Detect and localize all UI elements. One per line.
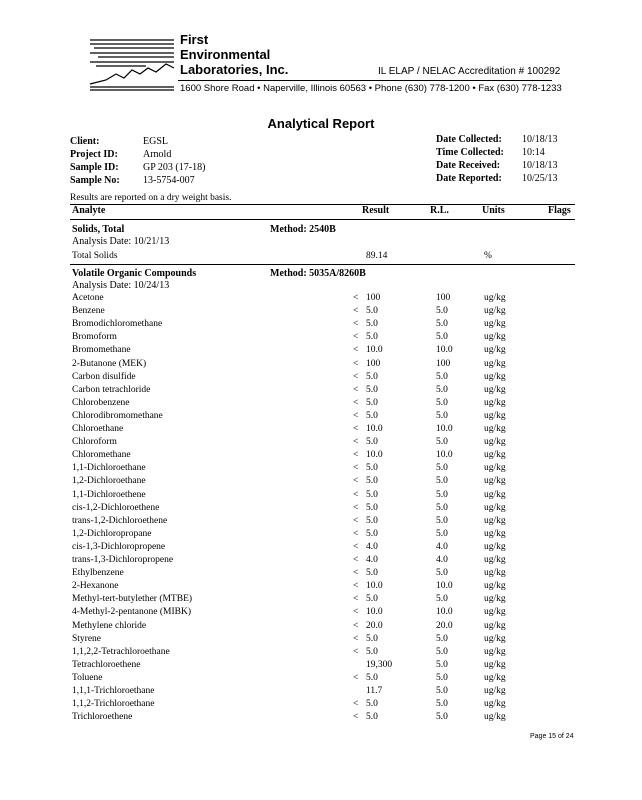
analyte-cell: Methylene chloride xyxy=(72,620,147,631)
table-row xyxy=(70,555,575,568)
result-cell: 10.0 xyxy=(366,345,383,356)
result-cell: 5.0 xyxy=(366,319,378,330)
rl-cell: 5.0 xyxy=(436,463,448,474)
client-value: EGSL xyxy=(143,136,168,147)
qualifier-cell: < xyxy=(353,699,359,710)
project-value: Arnold xyxy=(143,149,172,160)
table-row xyxy=(70,332,575,345)
table-row xyxy=(70,372,575,385)
result-cell: 11.7 xyxy=(366,686,383,696)
header-bottom-rule xyxy=(70,219,575,220)
analyte-cell: Toluene xyxy=(72,672,103,683)
table-row xyxy=(70,385,575,398)
date-info xyxy=(436,133,558,185)
result-cell: 5.0 xyxy=(366,633,378,644)
units-cell: ug/kg xyxy=(484,594,506,605)
qualifier-cell: < xyxy=(353,371,359,382)
units-cell: ug/kg xyxy=(484,397,506,408)
analyte-cell: 2-Butanone (MEK) xyxy=(72,358,147,369)
table-row xyxy=(70,251,575,264)
qualifier-cell: < xyxy=(353,293,359,303)
units-cell: ug/kg xyxy=(484,672,506,683)
units-cell: ug/kg xyxy=(484,489,506,500)
qualifier-cell: < xyxy=(353,384,359,395)
result-cell: 5.0 xyxy=(366,712,378,723)
result-cell: 5.0 xyxy=(366,502,378,513)
result-cell: 4.0 xyxy=(366,555,378,565)
analyte-cell: 1,1,2-Trichloroethane xyxy=(72,699,155,710)
date-reported-label: Date Reported: xyxy=(436,173,502,184)
analyte-cell: 1,1,2,2-Tetrachloroethane xyxy=(72,646,170,657)
qualifier-cell: < xyxy=(353,489,359,500)
result-cell: 10.0 xyxy=(366,450,383,461)
rl-cell: 100 xyxy=(436,358,451,369)
rl-cell: 5.0 xyxy=(436,410,448,421)
rl-cell: 5.0 xyxy=(436,699,448,710)
units-cell: ug/kg xyxy=(484,332,506,343)
result-cell: 89.14 xyxy=(366,251,388,261)
rl-cell: 5.0 xyxy=(436,397,448,408)
analyte-cell: Bromoform xyxy=(72,332,117,343)
col-analyte: Analyte xyxy=(72,205,106,216)
result-cell: 10.0 xyxy=(366,607,383,618)
rl-cell: 5.0 xyxy=(436,712,448,723)
rl-cell: 10.0 xyxy=(436,424,453,434)
page-number: Page 15 of 24 xyxy=(530,733,574,740)
qualifier-cell: < xyxy=(353,358,359,369)
rl-cell: 5.0 xyxy=(436,633,448,644)
table-row xyxy=(70,450,575,463)
units-cell: ug/kg xyxy=(484,345,506,356)
analyte-cell: Total Solids xyxy=(72,251,118,261)
company-name-line1: First xyxy=(180,32,209,47)
units-cell: ug/kg xyxy=(484,541,506,552)
analyte-cell: Acetone xyxy=(72,293,104,303)
analyte-cell: Chloromethane xyxy=(72,450,131,461)
result-cell: 5.0 xyxy=(366,371,378,382)
analyte-cell: Chloroform xyxy=(72,437,117,448)
result-cell: 5.0 xyxy=(366,476,378,487)
qualifier-cell: < xyxy=(353,424,359,434)
date-received-value: 10/18/13 xyxy=(522,160,558,171)
units-cell: ug/kg xyxy=(484,319,506,330)
rl-cell: 5.0 xyxy=(436,594,448,605)
rl-cell: 5.0 xyxy=(436,319,448,330)
company-name-line3: Laboratories, Inc. xyxy=(180,62,289,77)
solids-method: Method: 2540B xyxy=(270,224,336,235)
units-cell: ug/kg xyxy=(484,712,506,723)
rl-cell: 4.0 xyxy=(436,541,448,552)
table-row xyxy=(70,712,575,725)
units-cell: ug/kg xyxy=(484,659,506,670)
qualifier-cell: < xyxy=(353,515,359,526)
table-row xyxy=(70,673,575,686)
table-row xyxy=(70,293,575,306)
result-cell: 19,300 xyxy=(366,659,393,670)
table-row xyxy=(70,660,575,673)
result-cell: 10.0 xyxy=(366,581,383,592)
units-cell: ug/kg xyxy=(484,699,506,710)
qualifier-cell: < xyxy=(353,633,359,644)
project-row xyxy=(70,148,205,161)
page-title: Analytical Report xyxy=(267,116,375,131)
result-cell: 5.0 xyxy=(366,568,378,579)
rl-cell: 100 xyxy=(436,293,451,303)
rl-cell: 10.0 xyxy=(436,450,453,461)
qualifier-cell: < xyxy=(353,332,359,343)
voc-method: Method: 5035A/8260B xyxy=(270,268,366,279)
sample-id-row xyxy=(70,161,205,174)
sample-no-row xyxy=(70,174,205,187)
analyte-cell: 1,2-Dichloropropane xyxy=(72,528,152,539)
rl-cell: 5.0 xyxy=(436,384,448,395)
analyte-cell: Chlorodibromomethane xyxy=(72,410,163,421)
col-rl: R.L. xyxy=(430,205,449,216)
result-cell: 5.0 xyxy=(366,528,378,539)
qualifier-cell: < xyxy=(353,712,359,723)
units-cell: ug/kg xyxy=(484,555,506,565)
result-cell: 5.0 xyxy=(366,515,378,526)
table-row xyxy=(70,398,575,411)
rl-cell: 5.0 xyxy=(436,306,448,317)
rl-cell: 10.0 xyxy=(436,607,453,618)
client-info xyxy=(70,135,205,187)
qualifier-cell: < xyxy=(353,345,359,356)
rl-cell: 5.0 xyxy=(436,659,448,670)
analyte-cell: 2-Hexanone xyxy=(72,581,119,592)
qualifier-cell: < xyxy=(353,306,359,317)
result-cell: 4.0 xyxy=(366,541,378,552)
analyte-cell: Benzene xyxy=(72,306,105,317)
units-cell: ug/kg xyxy=(484,410,506,421)
table-row xyxy=(70,621,575,634)
table-row xyxy=(70,476,575,489)
table-row xyxy=(70,319,575,332)
table-row xyxy=(70,647,575,660)
qualifier-cell: < xyxy=(353,607,359,618)
units-cell: ug/kg xyxy=(484,463,506,474)
table-row xyxy=(70,306,575,319)
voc-section-title: Volatile Organic Compounds xyxy=(72,268,197,279)
units-cell: ug/kg xyxy=(484,293,506,303)
table-row xyxy=(70,542,575,555)
qualifier-cell: < xyxy=(353,581,359,592)
units-cell: ug/kg xyxy=(484,371,506,382)
units-cell: ug/kg xyxy=(484,607,506,618)
qualifier-cell: < xyxy=(353,620,359,631)
result-cell: 20.0 xyxy=(366,620,383,631)
analyte-cell: cis-1,2-Dichloroethene xyxy=(72,502,160,513)
rl-cell: 5.0 xyxy=(436,489,448,500)
dry-weight-note: Results are reported on a dry weight basis. xyxy=(70,193,232,203)
rl-cell: 5.0 xyxy=(436,502,448,513)
analyte-cell: Carbon disulfide xyxy=(72,371,136,382)
qualifier-cell: < xyxy=(353,463,359,474)
sample-no-label: Sample No: xyxy=(70,175,120,186)
units-cell: ug/kg xyxy=(484,424,506,434)
result-cell: 5.0 xyxy=(366,699,378,710)
rl-cell: 10.0 xyxy=(436,581,453,592)
rl-cell: 5.0 xyxy=(436,646,448,657)
units-cell: ug/kg xyxy=(484,581,506,592)
result-cell: 100 xyxy=(366,293,381,303)
qualifier-cell: < xyxy=(353,450,359,461)
analyte-cell: Trichloroethene xyxy=(72,712,133,723)
result-cell: 5.0 xyxy=(366,410,378,421)
analyte-cell: Ethylbenzene xyxy=(72,568,124,579)
company-name-line2: Environmental xyxy=(180,47,271,62)
units-cell: ug/kg xyxy=(484,384,506,395)
qualifier-cell: < xyxy=(353,437,359,448)
rl-cell: 5.0 xyxy=(436,686,448,696)
qualifier-cell: < xyxy=(353,555,359,565)
qualifier-cell: < xyxy=(353,476,359,487)
rl-cell: 5.0 xyxy=(436,371,448,382)
sample-id-label: Sample ID: xyxy=(70,162,119,173)
table-row xyxy=(70,516,575,529)
table-row xyxy=(70,359,575,372)
analyte-cell: cis-1,3-Dichloropropene xyxy=(72,541,166,552)
analyte-cell: 1,1,1-Trichloroethane xyxy=(72,686,155,696)
analyte-cell: Chlorobenzene xyxy=(72,397,130,408)
rl-cell: 5.0 xyxy=(436,476,448,487)
time-collected-value: 10:14 xyxy=(522,147,545,158)
company-logo-icon xyxy=(86,34,178,92)
result-cell: 5.0 xyxy=(366,463,378,474)
analyte-cell: 4-Methyl-2-pentanone (MIBK) xyxy=(72,607,191,618)
table-row xyxy=(70,594,575,607)
result-cell: 10.0 xyxy=(366,424,383,434)
client-label: Client: xyxy=(70,136,100,147)
analyte-cell: trans-1,2-Dichloroethene xyxy=(72,515,168,526)
time-collected-row xyxy=(436,146,558,159)
date-collected-value: 10/18/13 xyxy=(522,134,558,145)
lab-address: 1600 Shore Road • Naperville, Illinois 60563 • Phone (630) 778-1200 • Fax (630) 778-1233 xyxy=(180,83,562,94)
result-cell: 5.0 xyxy=(366,306,378,317)
units-cell: ug/kg xyxy=(484,686,506,696)
table-row xyxy=(70,529,575,542)
result-cell: 5.0 xyxy=(366,489,378,500)
table-row xyxy=(70,581,575,594)
result-cell: 5.0 xyxy=(366,672,378,683)
qualifier-cell: < xyxy=(353,528,359,539)
table-row xyxy=(70,424,575,437)
rl-cell: 5.0 xyxy=(436,515,448,526)
rl-cell: 5.0 xyxy=(436,332,448,343)
result-cell: 5.0 xyxy=(366,594,378,605)
analyte-cell: Chloroethane xyxy=(72,424,124,434)
date-received-row xyxy=(436,159,558,172)
date-collected-row xyxy=(436,133,558,146)
table-row xyxy=(70,345,575,358)
time-collected-label: Time Collected: xyxy=(436,147,504,158)
sample-no-value: 13-5754-007 xyxy=(143,175,195,186)
result-cell: 5.0 xyxy=(366,384,378,395)
rl-cell: 20.0 xyxy=(436,620,453,631)
result-cell: 5.0 xyxy=(366,397,378,408)
analyte-cell: Bromomethane xyxy=(72,345,131,356)
table-row xyxy=(70,411,575,424)
qualifier-cell: < xyxy=(353,568,359,579)
date-reported-row xyxy=(436,172,558,185)
sample-id-value: GP 203 (17-18) xyxy=(143,162,206,173)
units-cell: ug/kg xyxy=(484,476,506,487)
accreditation: IL ELAP / NELAC Accreditation # 100292 xyxy=(378,66,561,77)
units-cell: ug/kg xyxy=(484,450,506,461)
rl-cell: 5.0 xyxy=(436,437,448,448)
project-label: Project ID: xyxy=(70,149,118,160)
date-reported-value: 10/25/13 xyxy=(522,173,558,184)
analyte-cell: Styrene xyxy=(72,633,102,644)
qualifier-cell: < xyxy=(353,594,359,605)
column-headers xyxy=(70,205,575,218)
units-cell: ug/kg xyxy=(484,568,506,579)
units-cell: ug/kg xyxy=(484,515,506,526)
rl-cell: 4.0 xyxy=(436,555,448,565)
qualifier-cell: < xyxy=(353,502,359,513)
analyte-cell: Bromodichloromethane xyxy=(72,319,163,330)
solids-analysis-date: Analysis Date: 10/21/13 xyxy=(72,236,170,247)
units-cell: ug/kg xyxy=(484,528,506,539)
qualifier-cell: < xyxy=(353,672,359,683)
col-units: Units xyxy=(482,205,505,216)
rl-cell: 5.0 xyxy=(436,568,448,579)
company-name xyxy=(180,32,288,77)
col-result: Result xyxy=(362,205,390,216)
table-row xyxy=(70,607,575,620)
table-row xyxy=(70,634,575,647)
analyte-cell: Tetrachloroethene xyxy=(72,659,141,670)
units-cell: ug/kg xyxy=(484,437,506,448)
units-cell: ug/kg xyxy=(484,306,506,317)
table-row xyxy=(70,503,575,516)
qualifier-cell: < xyxy=(353,646,359,657)
date-collected-label: Date Collected: xyxy=(436,134,502,145)
date-received-label: Date Received: xyxy=(436,160,501,171)
analyte-cell: Methyl-tert-butylether (MTBE) xyxy=(72,594,193,605)
qualifier-cell: < xyxy=(353,397,359,408)
result-cell: 5.0 xyxy=(366,437,378,448)
col-flags: Flags xyxy=(548,205,571,216)
units-cell: ug/kg xyxy=(484,502,506,513)
voc-analysis-date: Analysis Date: 10/24/13 xyxy=(72,280,170,291)
client-row xyxy=(70,135,205,148)
rl-cell: 10.0 xyxy=(436,345,453,356)
result-cell: 5.0 xyxy=(366,646,378,657)
units-cell: ug/kg xyxy=(484,633,506,644)
rl-cell: 5.0 xyxy=(436,672,448,683)
units-cell: % xyxy=(484,251,492,261)
solids-rule xyxy=(70,264,575,265)
units-cell: ug/kg xyxy=(484,620,506,631)
table-row xyxy=(70,463,575,476)
analyte-cell: Carbon tetrachloride xyxy=(72,384,151,395)
analyte-cell: 1,2-Dichloroethane xyxy=(72,476,146,487)
qualifier-cell: < xyxy=(353,541,359,552)
table-row xyxy=(70,699,575,712)
result-cell: 5.0 xyxy=(366,332,378,343)
table-row xyxy=(70,568,575,581)
result-cell: 100 xyxy=(366,358,381,369)
units-cell: ug/kg xyxy=(484,358,506,369)
qualifier-cell: < xyxy=(353,410,359,421)
table-row xyxy=(70,490,575,503)
rl-cell: 5.0 xyxy=(436,528,448,539)
table-row xyxy=(70,686,575,699)
solids-section-title: Solids, Total xyxy=(72,224,125,235)
analyte-cell: trans-1,3-Dichloropropene xyxy=(72,555,174,565)
analyte-cell: 1,1-Dichloroethene xyxy=(72,489,146,500)
units-cell: ug/kg xyxy=(484,646,506,657)
qualifier-cell: < xyxy=(353,319,359,330)
header-rule xyxy=(178,80,552,81)
table-row xyxy=(70,437,575,450)
analyte-cell: 1,1-Dichloroethane xyxy=(72,463,146,474)
